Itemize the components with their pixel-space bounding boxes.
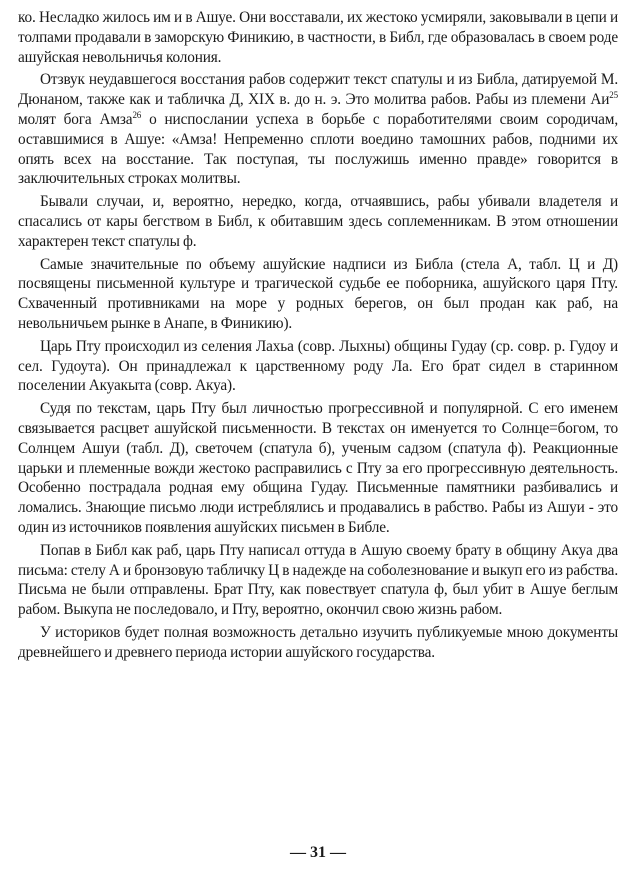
paragraph-2-part-2: молят бога Амза [18, 110, 133, 128]
paragraph-1: ко. Несладко жилось им и в Ашуе. Они восставали, их жестоко усмиряли, заковывали в цепи и толпами продавали в заморскую Финикию, в частности, в Библ, где образовалась в своем роде ашуйская невольничья колония. [18, 9, 618, 66]
footnote-ref-25: 25 [609, 90, 618, 101]
paragraph-5: Царь Пту происходил из селения Лахьа (совр. Лыхны) общины Гудау (ср. совр. р. Гудоу и сел. Гудоута). Он принадлежал к царственному роду Ла. Его брат сидел в старинном поселении Акуакыта (совр. Акуа). [18, 337, 618, 395]
paragraph-2 [18, 70, 618, 189]
book-page [18, 8, 618, 870]
paragraph-4: Самые значительные по объему ашуйские надписи из Библа (стела А, табл. Ц и Д) посвящены письменной культуре и трагической судьбе ее поборника, ашуйского царя Пту. Схваченный противниками на море у родных берегов, он был продан как раб, на невольничьем рынке в Анапе, в Финикию). [18, 255, 618, 332]
paragraph-2-part-1: Отзвук неудавшегося восстания рабов содержит текст спатулы и из Библа, датируемой М. Дюнаном, также как и табличка Д, XIX в. до н. э. Это молитва рабов. Рабы из племени Аи [18, 71, 618, 109]
paragraph-2-part-3: о ниспослании успеха в борьбе с поработителями своим сородичам, оставшимися в Ашуе: «Амза! Непременно сплоти воедино тамошних рабов, подними их опять всех на восстание. Так поступая, ты послужишь именно правде» говорится в заключительных строках молитвы. [18, 110, 619, 188]
paragraph-6: Судя по текстам, царь Пту был личностью прогрессивной и популярной. С его именем связывается расцвет ашуйской письменности. В текстах он именуется то Солнце=богом, то Солнцем Ашуи (табл. Д), светочем (спатула б), ученым садзом (спатула ф). Реакционные царьки и племенные вожди жестоко расправились с Пту за его прогрессивную деятельность. Особенно пострадала родная ему община Гудау. Письменные памятники разбивались и ломались. Знающие письмо люди истреблялись и продавались в рабство. Рабы из Ашуи - это один из источников появления ашуйских письмен в Библе. [18, 400, 618, 536]
paragraph-3: Бывали случаи, и, вероятно, нередко, когда, отчаявшись, рабы убивали владетеля и спасались от кары бегством в Библ, к обитавшим здесь соплеменникам. В этом отношении характерен текст спатулы ф. [18, 193, 618, 250]
paragraph-7: Попав в Библ как раб, царь Пту написал оттуда в Ашую своему брату в общину Акуа два письма: стелу А и бронзовую табличку Ц в надежде на соболезнование и выкуп его из рабства. Письма не были отправлены. Брат Пту, как повествует спатула ф, был убит в Ашуе беглым рабом. Выкупа не последовало, и Пту, вероятно, окончил свою жизнь рабом. [18, 541, 618, 619]
paragraph-8: У историков будет полная возможность детально изучить публикуемые мною документы древнейшего и древнего периода истории ашуйского государства. [18, 623, 618, 661]
footnote-ref-26: 26 [132, 109, 142, 120]
page-number: — 31 — [290, 844, 346, 861]
body-text [18, 8, 618, 663]
